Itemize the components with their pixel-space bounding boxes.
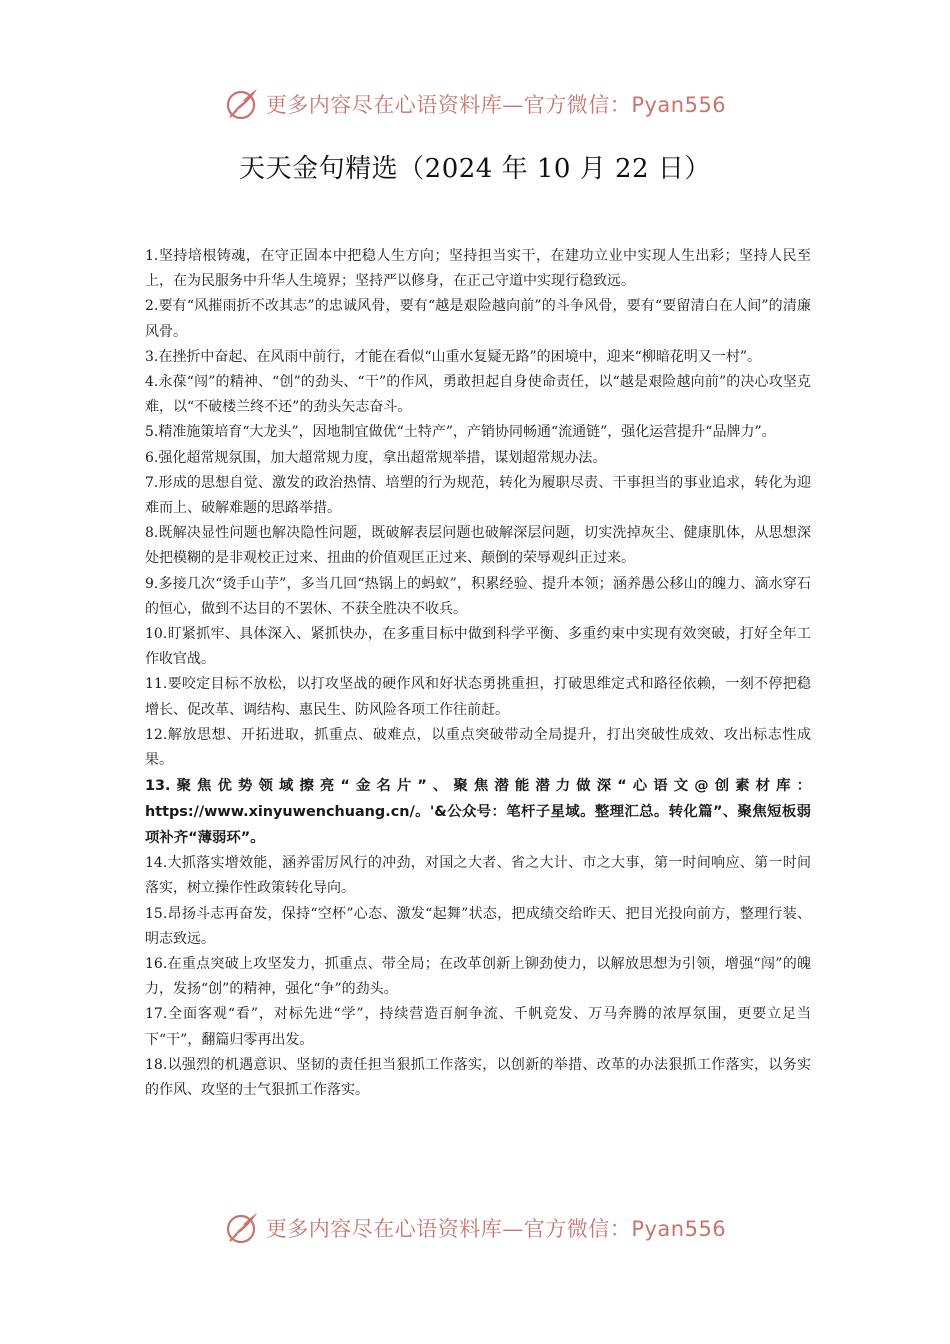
wechat-id: Pyan556 <box>631 93 727 117</box>
quote-item: 8.既解决显性问题也解决隐性问题，既破解表层问题也破解深层问题，切实洗掉灰尘、健康肌体，从思想深处把模糊的是非观校正过来、扭曲的价值观匡正过来、颠倒的荣辱观纠正过来。 <box>145 525 811 567</box>
wechat-id: Pyan556 <box>631 1217 727 1241</box>
banner-text: 更多内容尽在心语资料库—官方微信：Pyan556 <box>265 93 727 117</box>
quote-item: 12.解放思想、开拓进取，抓重点、破难点，以重点突破带动全局提升，打出突破性成效、攻出标志性成果。 <box>145 726 811 769</box>
quote-list <box>145 244 811 1103</box>
quote-item: 2.要有“风摧雨折不改其志”的忠诚风骨，要有“越是艰险越向前”的斗争风骨，要有“要留清白在人间”的清廉风骨。 <box>145 298 811 340</box>
quote-item: 15.昂扬斗志再奋发，保持“空杯”心态、激发“起舞”状态，把成绩交给昨天、把目光投向前方，整理行装、明志致远。 <box>145 905 811 947</box>
quote-item: 17.全面客观“看”，对标先进“学”，持续营造百舸争流、千帆竞发、万马奔腾的浓厚氛围，更要立足当下“干”，翻篇归零再出发。 <box>145 1006 811 1048</box>
quote-item: 9.多接几次“烫手山芋”，多当几回“热锅上的蚂蚁”，积累经验、提升本领；涵养愚公移山的魄力、滴水穿石的恒心，做到不达目的不罢休、不获全胜决不收兵。 <box>145 575 811 617</box>
quote-item: 10.盯紧抓牢、具体深入、紧抓快办，在多重目标中做到科学平衡、多重约束中实现有效突破，打好全年工作收官战。 <box>145 626 811 668</box>
quote-item: 5.精准施策培育“大龙头”，因地制宜做优“土特产”，产销协同畅通“流通链”，强化运营提升“品牌力”。 <box>145 424 776 441</box>
quote-item: 16.在重点突破上攻坚发力，抓重点、带全局；在改革创新上铆劲使力，以解放思想为引领，增强“闯”的魄力，发扬“创”的精神，强化“争”的劲头。 <box>145 956 811 998</box>
quote-item: 14.大抓落实增效能，涵养雷厉风行的冲劲，对国之大者、省之大计、市之大事，第一时间响应、第一时间落实，树立操作性政策转化导向。 <box>145 855 811 897</box>
footer-banner <box>0 1208 950 1248</box>
page-title: 天天金句精选（2024 年 10 月 22 日） <box>239 154 711 184</box>
quote-item: 4.永葆“闯”的精神、“创”的劲头、“干”的作风，勇敢担起自身使命责任，以“越是艰险越向前”的决心攻坚克难，以“不破楼兰终不还”的劲头矢志奋斗。 <box>145 374 811 416</box>
feather-pen-icon <box>224 1210 260 1246</box>
quote-item: 7.形成的思想自觉、激发的政治热情、培塑的行为规范，转化为履职尽责、干事担当的事业追求，转化为迎难而上、破解难题的思路举措。 <box>145 474 811 517</box>
quote-item: 11.要咬定目标不放松，以打攻坚战的硬作风和好状态勇挑重担，打破思维定式和路径依赖，一刻不停把稳增长、促改革、调结构、惠民生、防风险各项工作往前赶。 <box>145 676 811 718</box>
quote-item: 18.以强烈的机遇意识、坚韧的责任担当狠抓工作落实，以创新的举措、改革的办法狠抓工作落实，以务实的作风、攻坚的士气狠抓工作落实。 <box>145 1056 811 1099</box>
quote-item: 6.强化超常规氛围，加大超常规力度，拿出超常规举措，谋划超常规办法。 <box>145 449 607 466</box>
quote-item: 1.坚持培根铸魂，在守正固本中把稳人生方向；坚持担当实干，在建功立业中实现人生出彩；坚持人民至上，在为民服务中升华人生境界；坚持严以修身，在正己守道中实现行稳致远。 <box>145 248 811 290</box>
quote-item-highlighted: 13.聚焦优势领域擦亮“金名片”、聚焦潜能潜力做深“心语文@创素材库：https://www.xinyuwenchuang.cn/。'&公众号：笔杆子星域。整理汇总。转化篇”、聚焦短板弱项补齐“薄弱环”。 <box>145 778 811 847</box>
header-banner <box>0 84 950 124</box>
banner-text: 更多内容尽在心语资料库—官方微信：Pyan556 <box>265 1217 727 1241</box>
quote-item: 3.在挫折中奋起、在风雨中前行，才能在看似“山重水复疑无路”的困境中，迎来“柳暗花明又一村”。 <box>145 348 761 365</box>
feather-pen-icon <box>224 86 260 122</box>
